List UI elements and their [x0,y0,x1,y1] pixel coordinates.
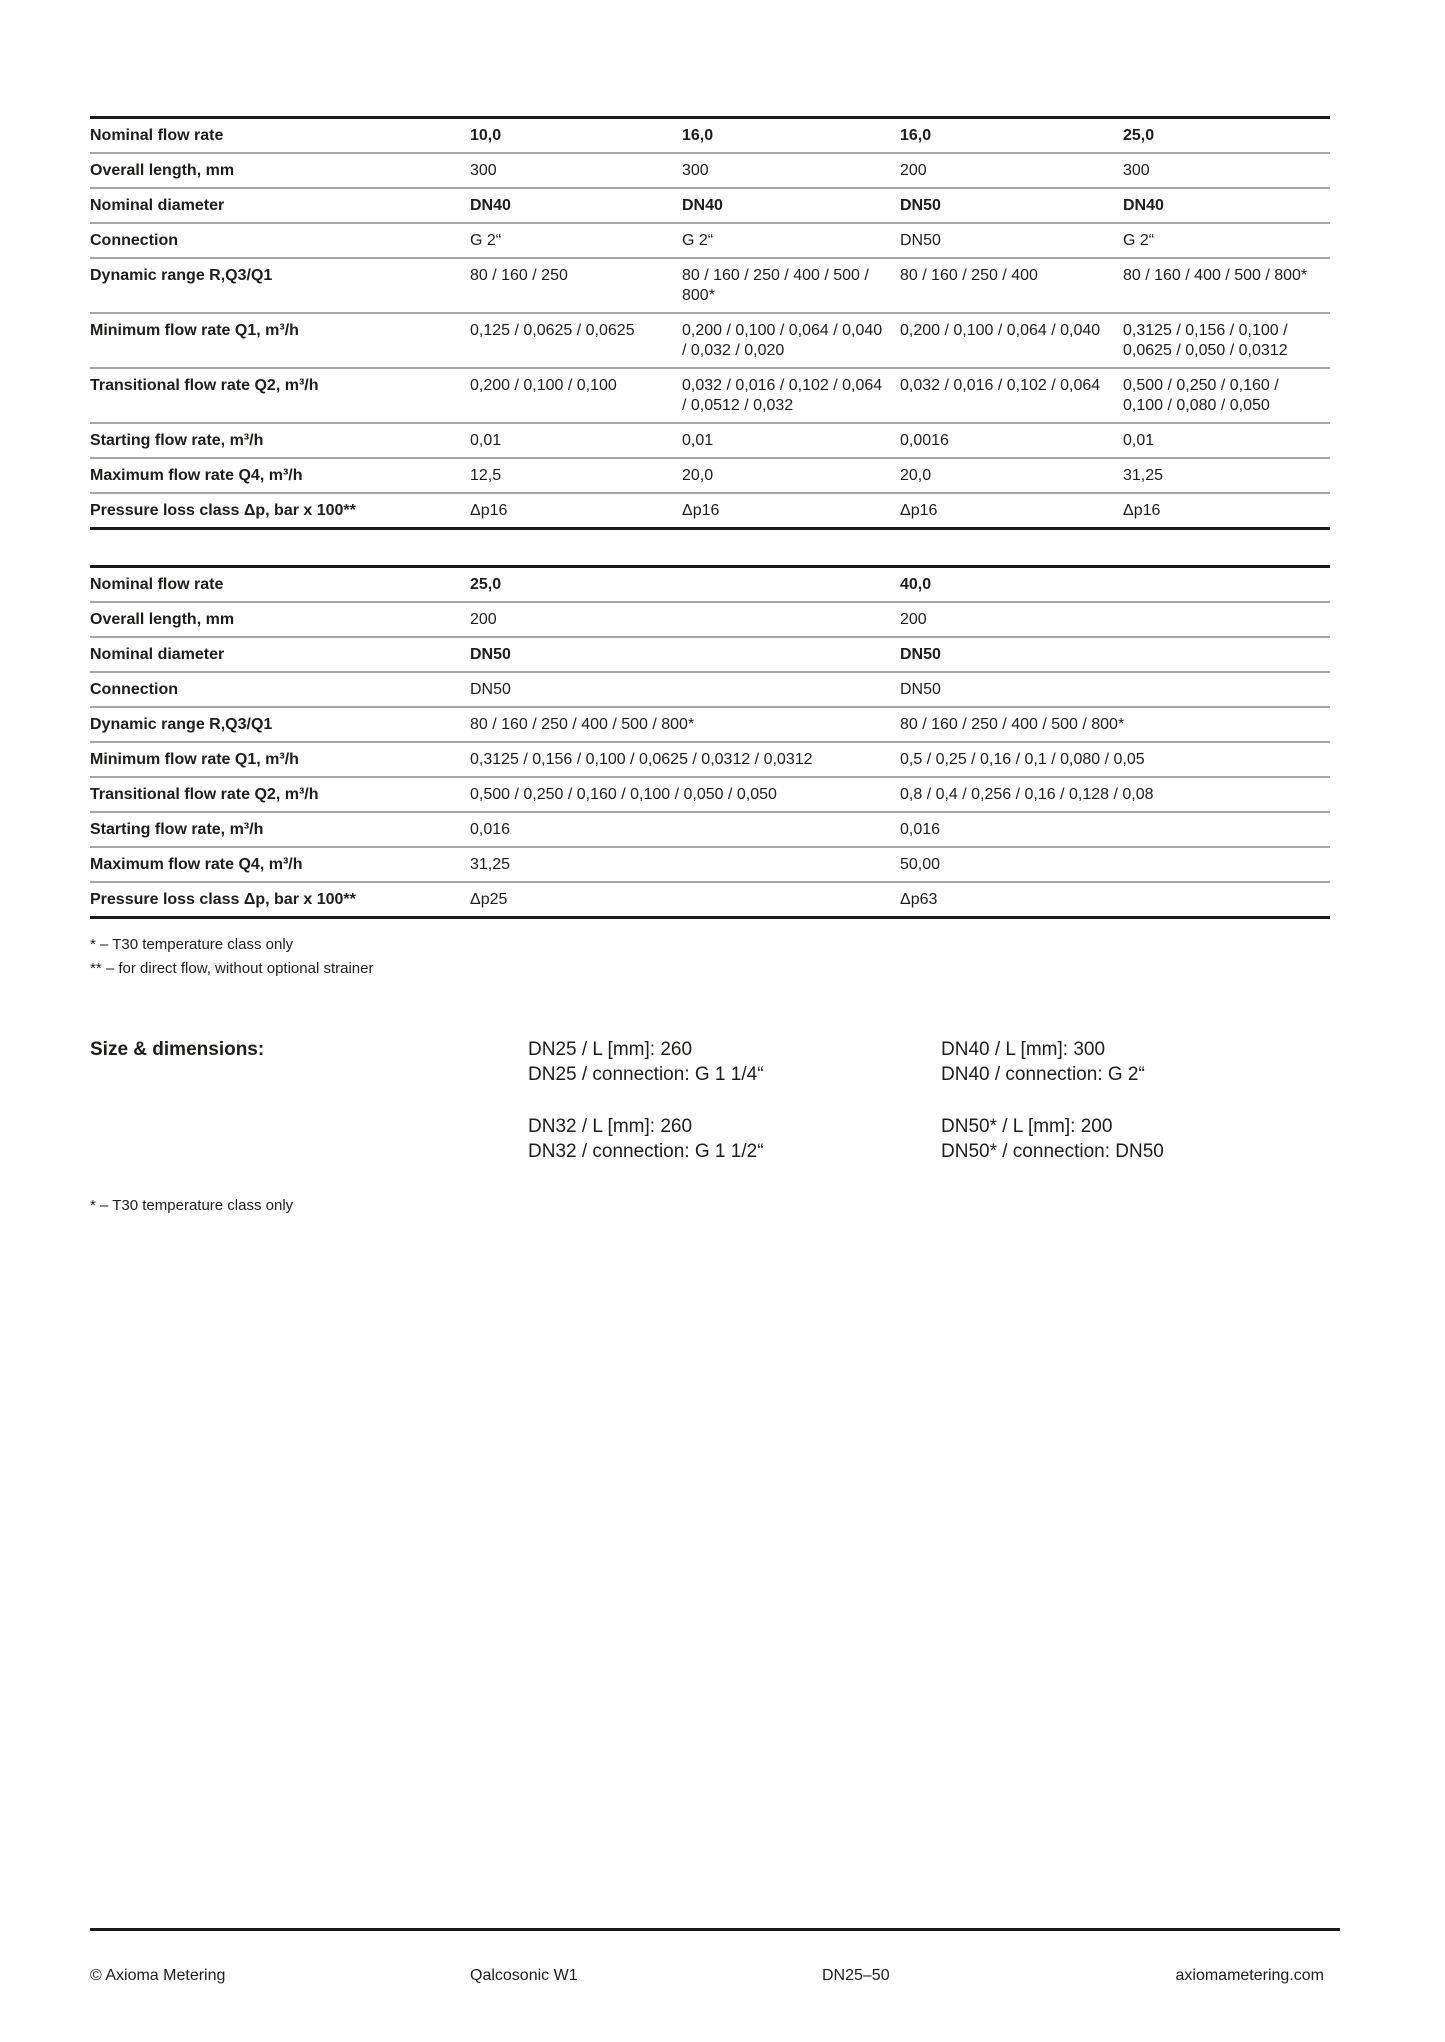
size-dimensions-column-2 [941,1037,1330,1164]
dimension-group-dn50 [941,1114,1330,1164]
table-row [90,636,1330,671]
spec-value: 31,25 [1123,467,1164,484]
spec-value: 300 [682,162,709,179]
spec-value: DN50 [900,681,941,698]
spec-label: Starting flow rate, m³/h [90,821,264,838]
spec-value: 80 / 160 / 250 [470,267,568,284]
spec-value: Δp25 [470,891,508,908]
dimension-line: DN32 / connection: G 1 1/2“ [528,1141,764,1162]
spec-value: DN40 [470,197,511,214]
spec-table-1 [90,116,1330,530]
footer-website-link[interactable]: axiomametering.com [1175,1967,1324,1984]
spec-label: Minimum flow rate Q1, m³/h [90,322,299,339]
table-row [90,492,1330,527]
table-row [90,776,1330,811]
spec-value: DN50 [900,197,941,214]
size-dimensions-section [90,1037,1330,1164]
spec-value: Δp16 [1123,502,1161,519]
spec-value: 31,25 [470,856,511,873]
table-row [90,846,1330,881]
dimension-group-dn40 [941,1037,1330,1087]
dimension-line: DN50* / L [mm]: 200 [941,1116,1113,1137]
spec-label: Pressure loss class Δp, bar x 100** [90,502,356,519]
spec-value: 200 [900,162,927,179]
spec-label: Overall length, mm [90,162,235,179]
spec-table-2 [90,565,1330,919]
spec-value: Δp63 [900,891,938,908]
spec-value: 0,125 / 0,0625 / 0,0625 [470,322,635,339]
footnote-strainer: ** – for direct flow, without optional strainer [90,960,374,977]
spec-label: Overall length, mm [90,611,235,628]
dimension-group-dn25 [528,1037,941,1087]
table-row [90,881,1330,916]
dimension-group-dn32 [528,1114,941,1164]
spec-value: 16,0 [682,127,714,144]
footer-divider [90,1928,1340,1931]
spec-value: 0,3125 / 0,156 / 0,100 / 0,0625 / 0,050 / 0,0312 [1123,322,1288,359]
spec-label: Maximum flow rate Q4, m³/h [90,856,303,873]
table-footnotes [90,933,1330,981]
spec-label: Pressure loss class Δp, bar x 100** [90,891,356,908]
spec-value: 0,01 [1123,432,1155,449]
spec-value: 80 / 160 / 250 / 400 / 500 / 800* [470,716,695,733]
table-row [90,741,1330,776]
spec-value: 0,200 / 0,100 / 0,064 / 0,040 [900,322,1101,339]
table-row [90,222,1330,257]
table-row [90,119,1330,152]
spec-value: 0,032 / 0,016 / 0,102 / 0,064 / 0,0512 / 0,032 [682,377,883,414]
spec-value: G 2“ [682,232,714,249]
spec-value: DN50 [470,681,511,698]
spec-value: 300 [1123,162,1150,179]
table-row [90,457,1330,492]
spec-value: 80 / 160 / 400 / 500 / 800* [1123,267,1308,284]
spec-label: Connection [90,232,178,249]
page-content [90,116,1330,1218]
spec-value: 80 / 160 / 250 / 400 [900,267,1038,284]
spec-value: 200 [470,611,497,628]
size-dimensions-title: Size & dimensions: [90,1039,265,1060]
dimension-line: DN25 / connection: G 1 1/4“ [528,1064,764,1085]
page-footer [90,1966,1340,1986]
spec-label: Transitional flow rate Q2, m³/h [90,786,319,803]
spec-label: Nominal diameter [90,646,225,663]
spec-value: 16,0 [900,127,932,144]
footer-product-name: Qalcosonic W1 [470,1967,578,1984]
spec-value: 0,032 / 0,016 / 0,102 / 0,064 [900,377,1101,394]
spec-value: G 2“ [470,232,502,249]
spec-label: Maximum flow rate Q4, m³/h [90,467,303,484]
dimension-line: DN50* / connection: DN50 [941,1141,1164,1162]
spec-label: Nominal diameter [90,197,225,214]
spec-label: Nominal flow rate [90,576,224,593]
spec-value: 20,0 [682,467,714,484]
spec-value: 0,3125 / 0,156 / 0,100 / 0,0625 / 0,0312 / 0,0312 [470,751,813,768]
spec-value: 0,0016 [900,432,949,449]
table-row [90,706,1330,741]
dimension-line: DN32 / L [mm]: 260 [528,1116,693,1137]
spec-label: Transitional flow rate Q2, m³/h [90,377,319,394]
table-row [90,671,1330,706]
table-row [90,422,1330,457]
dimension-line: DN40 / connection: G 2“ [941,1064,1145,1085]
spec-value: 20,0 [900,467,932,484]
spec-value: 0,200 / 0,100 / 0,064 / 0,040 / 0,032 / 0,020 [682,322,883,359]
spec-value: 0,500 / 0,250 / 0,160 / 0,100 / 0,080 / 0,050 [1123,377,1279,414]
spec-value: 25,0 [470,576,502,593]
spec-value: Δp16 [900,502,938,519]
spec-value: DN50 [900,646,941,663]
table-row [90,152,1330,187]
spec-value: DN40 [682,197,723,214]
spec-value: 0,500 / 0,250 / 0,160 / 0,100 / 0,050 / 0,050 [470,786,777,803]
spec-value: 10,0 [470,127,502,144]
spec-value: G 2“ [1123,232,1155,249]
spec-label: Dynamic range R,Q3/Q1 [90,716,273,733]
spec-value: DN40 [1123,197,1164,214]
spec-value: DN50 [470,646,511,663]
table-row [90,312,1330,367]
spec-label: Starting flow rate, m³/h [90,432,264,449]
spec-value: 0,016 [900,821,941,838]
spec-value: 80 / 160 / 250 / 400 / 500 / 800* [900,716,1125,733]
spec-label: Dynamic range R,Q3/Q1 [90,267,273,284]
table-row [90,257,1330,312]
footnote-t30: * – T30 temperature class only [90,936,294,953]
spec-value: 0,8 / 0,4 / 0,256 / 0,16 / 0,128 / 0,08 [900,786,1154,803]
spec-value: 200 [900,611,927,628]
spec-value: 0,01 [682,432,714,449]
spec-value: 0,016 [470,821,511,838]
spec-value: 300 [470,162,497,179]
spec-value: 40,0 [900,576,932,593]
spec-value: 0,01 [470,432,502,449]
table-row [90,811,1330,846]
spec-value: 12,5 [470,467,502,484]
dimension-line: DN40 / L [mm]: 300 [941,1039,1106,1060]
spec-value: DN50 [900,232,941,249]
size-dimensions-column-1 [528,1037,941,1164]
dimension-line: DN25 / L [mm]: 260 [528,1039,693,1060]
footnote-t30-repeat: * – T30 temperature class only [90,1197,294,1214]
spec-value: 80 / 160 / 250 / 400 / 500 / 800* [682,267,869,304]
table-row [90,568,1330,601]
spec-value: 25,0 [1123,127,1155,144]
spec-label: Minimum flow rate Q1, m³/h [90,751,299,768]
table-row [90,187,1330,222]
spec-value: 0,5 / 0,25 / 0,16 / 0,1 / 0,080 / 0,05 [900,751,1145,768]
table-row [90,601,1330,636]
spec-label: Nominal flow rate [90,127,224,144]
spec-label: Connection [90,681,178,698]
table-row [90,367,1330,422]
spec-value: Δp16 [470,502,508,519]
spec-value: 50,00 [900,856,941,873]
spec-value: Δp16 [682,502,720,519]
footer-copyright: © Axioma Metering [90,1967,226,1984]
footer-model-range: DN25–50 [822,1967,890,1984]
spec-value: 0,200 / 0,100 / 0,100 [470,377,617,394]
